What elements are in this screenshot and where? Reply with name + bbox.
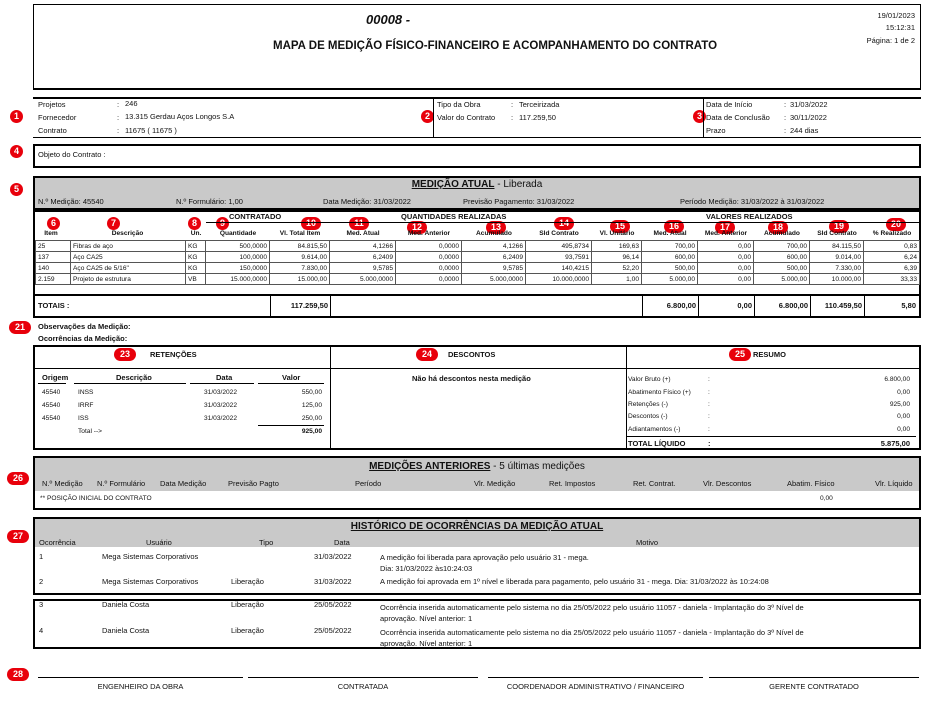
resumo-value: 925,00 xyxy=(889,401,910,408)
col-qtd-med-anterior: Med. Anterior xyxy=(407,230,451,237)
hist-row-tipo: Liberação xyxy=(231,577,264,586)
cell-pct-realizado: 6,24 xyxy=(864,252,920,263)
contrato-value: 11675 ( 11675 ) xyxy=(125,126,177,135)
divider xyxy=(330,294,331,318)
cell-val-acumulado: 5.000,00 xyxy=(754,274,810,285)
data-inicio-value: 31/03/2022 xyxy=(790,100,828,109)
data-inicio-label: Data de Início xyxy=(706,100,753,109)
marker-18: 18 xyxy=(768,221,788,234)
divider xyxy=(33,368,921,369)
marker-6: 6 xyxy=(47,217,60,230)
divider xyxy=(810,294,811,318)
hist-row-motivo-cont: aprovação. Nível anterior: 1 xyxy=(380,614,473,623)
anteriores-heading xyxy=(33,461,921,472)
cell-quantidade: 500,0000 xyxy=(206,241,270,252)
ret-col-data: Data xyxy=(216,373,233,382)
marker-2: 2 xyxy=(421,110,434,123)
observacoes-label: Observações da Medição: xyxy=(38,322,131,331)
hist-row-tipo: Liberação xyxy=(231,626,264,635)
cell-un: KG xyxy=(186,252,206,263)
cell-vl-unitario: 96,14 xyxy=(592,252,642,263)
projetos-label: Projetos xyxy=(38,100,66,109)
ret-row-origem: 45540 xyxy=(42,389,61,396)
marker-26: 26 xyxy=(7,472,29,485)
marker-8: 8 xyxy=(188,217,201,230)
hist-row-motivo-cont: Dia: 31/03/2022 às10:24:03 xyxy=(380,564,473,573)
retencoes-title: RETENÇÕES xyxy=(150,350,197,359)
cell-descricao: Aço CA25 de 5/16" xyxy=(71,263,186,274)
marker-20: 20 xyxy=(886,218,906,231)
cell-val-med-atual: 700,00 xyxy=(642,241,698,252)
tipo-obra-label: Tipo da Obra xyxy=(437,100,481,109)
divider xyxy=(626,436,916,437)
historico-title: HISTÓRICO DE OCORRÊNCIAS DA MEDIÇÃO ATUAL xyxy=(350,521,604,532)
cell-qtd-med-atual: 5.000,0000 xyxy=(330,274,396,285)
cell-qtd-med-atual: 6,2409 xyxy=(330,252,396,263)
cell-val-sld-contrato: 10.000,00 xyxy=(810,274,864,285)
hist-row-motivo-cont: aprovação. Nível anterior: 1 xyxy=(380,639,473,648)
col-vl-unitario: Vl. Unitário xyxy=(599,230,635,237)
projetos-value: 246 xyxy=(125,99,138,108)
marker-5: 5 xyxy=(10,183,23,196)
cell-qtd-sld-contrato: 140,4215 xyxy=(526,263,592,274)
cell-val-med-anterior: 0,00 xyxy=(698,241,754,252)
total-liquido-value: 5.875,00 xyxy=(880,439,910,448)
cell-qtd-acumulado: 9,5785 xyxy=(462,263,526,274)
marker-16: 16 xyxy=(664,220,684,233)
cell-qtd-sld-contrato: 495,8734 xyxy=(526,241,592,252)
cell-pct-realizado: 6,39 xyxy=(864,263,920,274)
col-val-med-anterior: Med. Anterior xyxy=(704,230,748,237)
cell-item: 2.159 xyxy=(36,274,71,285)
hist-col-data: Data xyxy=(334,538,350,547)
ant-col-data: Data Medição xyxy=(160,479,207,488)
group-valores: VALORES REALIZADOS xyxy=(706,212,793,221)
divider xyxy=(258,383,324,384)
marker-12: 12 xyxy=(407,221,427,234)
cell-vl-unitario: 52,20 xyxy=(592,263,642,274)
cell-qtd-med-atual: 4,1266 xyxy=(330,241,396,252)
divider xyxy=(190,383,254,384)
signature-contratada: CONTRATADA xyxy=(337,682,389,691)
cell-qtd-sld-contrato: 93,7591 xyxy=(526,252,592,263)
resumo-value: 0,00 xyxy=(897,389,910,396)
page-indicator: Página: 1 de 2 xyxy=(866,36,915,45)
anteriores-title: MEDIÇÕES ANTERIORES xyxy=(369,461,491,472)
divider xyxy=(33,97,921,99)
cell-qtd-med-anterior: 0,0000 xyxy=(396,252,462,263)
col-qtd-sld-contrato: Sld Contrato xyxy=(539,230,579,237)
posicao-inicial-label: ** POSIÇÃO INICIAL DO CONTRATO xyxy=(40,495,152,502)
cell-val-med-atual: 5.000,00 xyxy=(642,274,698,285)
group-contratado: CONTRATADO xyxy=(229,212,282,221)
periodo-medicao: Período Medição: 31/03/2022 à 31/03/2022 xyxy=(680,197,825,206)
cell-pct-realizado: 33,33 xyxy=(864,274,920,285)
resumo-colon: : xyxy=(708,376,710,383)
posicao-inicial-value: 0,00 xyxy=(820,495,833,502)
col-item: Item xyxy=(44,230,58,237)
ant-col-ret-impostos: Ret. Impostos xyxy=(549,479,596,488)
hist-col-usuario: Usuário xyxy=(146,538,172,547)
divider xyxy=(433,97,434,137)
totais-label: TOTAIS : xyxy=(38,301,70,310)
total-liquido-colon: : xyxy=(708,439,711,448)
report-title: MAPA DE MEDIÇÃO FÍSICO-FINANCEIRO E ACOMPANHAMENTO DO CONTRATO xyxy=(272,40,718,52)
col-qtd-med-atual: Med. Atual xyxy=(346,230,380,237)
ret-row-descricao: IRRF xyxy=(78,402,94,409)
marker-3: 3 xyxy=(693,110,706,123)
ant-col-abatim: Abatim. Físico xyxy=(787,479,835,488)
total-liquido-label: TOTAL LÍQUIDO xyxy=(628,439,686,448)
marker-13: 13 xyxy=(486,221,506,234)
divider xyxy=(330,345,331,450)
totais-acumulado: 6.800,00 xyxy=(778,301,808,310)
hist-row-usuario: Mega Sistemas Corporativos xyxy=(102,577,199,586)
data-conclusao-label: Data de Conclusão xyxy=(706,113,770,122)
descontos-title: DESCONTOS xyxy=(448,350,496,359)
hist-row-ocorrencia: 1 xyxy=(39,552,44,561)
col-val-sld-contrato: Sld Contrato xyxy=(817,230,857,237)
table-row xyxy=(36,274,920,285)
divider xyxy=(258,425,324,426)
cell-qtd-med-anterior: 0,0000 xyxy=(396,241,462,252)
ant-col-vlr-liquido: Vlr. Líquido xyxy=(875,479,913,488)
cell-val-sld-contrato: 84.115,50 xyxy=(810,241,864,252)
cell-val-sld-contrato: 9.014,00 xyxy=(810,252,864,263)
anteriores-subtitle: - 5 últimas medições xyxy=(490,461,585,472)
medicao-status: - Liberada xyxy=(494,179,543,190)
descontos-empty-message: Não há descontos nesta medição xyxy=(412,374,531,383)
data-conclusao-colon: : xyxy=(784,113,787,122)
ant-col-vlr-descontos: Vlr. Descontos xyxy=(703,479,752,488)
hist-row-data: 31/03/2022 xyxy=(314,552,352,561)
data-conclusao-value: 30/11/2022 xyxy=(790,113,827,122)
hist-col-tipo: Tipo xyxy=(259,538,274,547)
marker-4: 4 xyxy=(10,145,23,158)
data-inicio-colon: : xyxy=(784,100,787,109)
marker-1: 1 xyxy=(10,110,23,123)
num-formulario: N.º Formulário: 1,00 xyxy=(176,197,243,206)
data-medicao: Data Medição: 31/03/2022 xyxy=(323,197,411,206)
hist-row-motivo: A medição foi aprovada em 1º nível e liberada para pagamento, pelo usuário 31 - mega. Dia: 31/03/2022 às 10:24:08 xyxy=(380,577,769,586)
divider xyxy=(864,294,865,318)
resumo-value: 6.800,00 xyxy=(884,376,910,383)
ret-col-descricao: Descrição xyxy=(116,373,152,382)
ret-row-data: 31/03/2022 xyxy=(204,389,238,396)
hist-row-ocorrencia: 4 xyxy=(39,626,44,635)
divider xyxy=(33,137,921,138)
marker-17: 17 xyxy=(715,221,735,234)
objeto-contrato-label: Objeto do Contrato : xyxy=(38,150,106,159)
cell-qtd-acumulado: 6,2409 xyxy=(462,252,526,263)
divider xyxy=(33,294,921,296)
marker-24: 24 xyxy=(416,348,438,361)
prazo-value: 244 dias xyxy=(790,126,819,135)
hist-row-ocorrencia: 3 xyxy=(39,600,44,609)
hist-row-usuario: Daniela Costa xyxy=(102,600,150,609)
contrato-label: Contrato xyxy=(38,126,67,135)
num-medicao: N.º Medição: 45540 xyxy=(38,197,104,206)
marker-19: 19 xyxy=(829,220,849,233)
hist-row-usuario: Daniela Costa xyxy=(102,626,150,635)
cell-val-sld-contrato: 7.330,00 xyxy=(810,263,864,274)
cell-val-acumulado: 700,00 xyxy=(754,241,810,252)
marker-25: 25 xyxy=(729,348,751,361)
totais-pct: 5,80 xyxy=(901,301,916,310)
col-un: Un. xyxy=(190,230,202,237)
ocorrencias-label: Ocorrências da Medição: xyxy=(38,334,128,343)
marker-9: 9 xyxy=(216,217,229,230)
cell-vl-total-item: 15.000,00 xyxy=(270,274,330,285)
cell-quantidade: 15.000,0000 xyxy=(206,274,270,285)
divider xyxy=(74,383,186,384)
contrato-colon: : xyxy=(117,126,120,135)
resumo-label: Valor Bruto (+) xyxy=(628,376,671,383)
prazo-label: Prazo xyxy=(706,126,726,135)
prazo-colon: : xyxy=(784,126,787,135)
col-val-med-atual: Med. Atual xyxy=(653,230,687,237)
col-pct-realizado: % Realizado xyxy=(872,230,912,237)
group-quantidades: QUANTIDADES REALIZADAS xyxy=(401,212,507,221)
cell-un: KG xyxy=(186,263,206,274)
ant-col-ret-contrat: Ret. Contrat. xyxy=(633,479,676,488)
medicao-items-table xyxy=(35,240,920,285)
signature-gerente: GERENTE CONTRATADO xyxy=(769,682,859,691)
col-descricao: Descrição xyxy=(111,230,144,237)
tipo-obra-colon: : xyxy=(511,100,514,109)
divider xyxy=(626,345,627,450)
cell-item: 25 xyxy=(36,241,71,252)
cell-val-med-atual: 600,00 xyxy=(642,252,698,263)
table-row xyxy=(36,263,920,274)
hist-row-tipo: Liberação xyxy=(231,600,264,609)
cell-qtd-acumulado: 5.000,0000 xyxy=(462,274,526,285)
divider xyxy=(698,294,699,318)
marker-10: 10 xyxy=(301,217,321,230)
fornecedor-value: 13.315 Gerdau Aços Longos S.A xyxy=(125,112,235,121)
cell-val-med-anterior: 0,00 xyxy=(698,274,754,285)
document-number: 00008 - xyxy=(366,12,411,27)
totais-med-anterior: 0,00 xyxy=(737,301,752,310)
ant-col-periodo: Período xyxy=(355,479,382,488)
resumo-label: Retenções (-) xyxy=(628,401,668,408)
ant-col-formulario: N.º Formulário xyxy=(97,479,146,488)
cell-vl-unitario: 169,63 xyxy=(592,241,642,252)
ret-row-valor: 550,00 xyxy=(301,389,322,396)
hist-row-motivo: Ocorrência inserida automaticamente pelo sistema no dia 25/05/2022 pelo usuário 11057 - daniela - Implantação do 3º Nível de xyxy=(380,603,804,612)
resumo-colon: : xyxy=(708,389,710,396)
divider xyxy=(206,222,330,223)
ret-row-data: 31/03/2022 xyxy=(204,415,238,422)
objeto-contrato-box xyxy=(33,144,921,168)
resumo-title: RESUMO xyxy=(753,350,786,359)
previsao-pagamento: Previsão Pagamento: 31/03/2022 xyxy=(463,197,575,206)
cell-val-med-atual: 500,00 xyxy=(642,263,698,274)
cell-vl-total-item: 84.815,50 xyxy=(270,241,330,252)
divider xyxy=(642,294,643,318)
ant-col-vlr-medicao: Vlr. Medição xyxy=(474,479,516,488)
ret-total-label: Total --> xyxy=(78,428,103,435)
ret-col-valor: Valor xyxy=(282,373,301,382)
signature-engenheiro: ENGENHEIRO DA OBRA xyxy=(97,682,184,691)
cell-descricao: Projeto de estrutura xyxy=(71,274,186,285)
col-quantidade: Quantidade xyxy=(219,230,257,237)
medicao-atual-title: MEDIÇÃO ATUAL xyxy=(411,179,495,190)
marker-27: 27 xyxy=(7,530,29,543)
signature-line xyxy=(38,677,243,678)
cell-vl-total-item: 9.614,00 xyxy=(270,252,330,263)
hist-row-data: 31/03/2022 xyxy=(314,577,352,586)
signature-line xyxy=(488,677,703,678)
marker-15: 15 xyxy=(610,220,630,233)
divider xyxy=(703,97,704,137)
fornecedor-colon: : xyxy=(117,113,120,122)
divider xyxy=(754,294,755,318)
cell-pct-realizado: 0,83 xyxy=(864,241,920,252)
ret-col-origem: Origem xyxy=(42,373,69,382)
tipo-obra-value: Terceirizada xyxy=(519,100,560,109)
ret-row-origem: 45540 xyxy=(42,402,61,409)
resumo-colon: : xyxy=(708,413,710,420)
hist-row-motivo: Ocorrência inserida automaticamente pelo sistema no dia 25/05/2022 pelo usuário 11057 - daniela - Implantação do 3º Nível de xyxy=(380,628,804,637)
ret-row-valor: 250,00 xyxy=(301,415,322,422)
cell-qtd-med-atual: 9,5785 xyxy=(330,263,396,274)
signature-coordenador: COORDENADOR ADMINISTRATIVO / FINANCEIRO xyxy=(506,682,685,691)
cell-item: 140 xyxy=(36,263,71,274)
ant-col-medicao: N.º Medição xyxy=(42,479,83,488)
cell-qtd-sld-contrato: 10.000,0000 xyxy=(526,274,592,285)
col-qtd-acumulado: Acumulado xyxy=(476,230,512,237)
hist-col-motivo: Motivo xyxy=(636,538,659,547)
resumo-value: 0,00 xyxy=(897,413,910,420)
cell-item: 137 xyxy=(36,252,71,263)
print-date: 19/01/2023 xyxy=(877,11,915,20)
resumo-label: Abatimento Físico (+) xyxy=(628,389,691,396)
cell-val-med-anterior: 0,00 xyxy=(698,252,754,263)
marker-7: 7 xyxy=(107,217,120,230)
divider xyxy=(330,222,592,223)
signature-line xyxy=(248,677,478,678)
cell-descricao: Aço CA25 xyxy=(71,252,186,263)
hist-row-data: 25/05/2022 xyxy=(314,626,352,635)
projetos-colon: : xyxy=(117,100,120,109)
cell-vl-unitario: 1,00 xyxy=(592,274,642,285)
hist-row-motivo: A medição foi liberada para aprovação pelo usuário 31 - mega. xyxy=(380,553,589,562)
signature-line xyxy=(709,677,919,678)
fornecedor-label: Fornecedor xyxy=(38,113,77,122)
ret-row-origem: 45540 xyxy=(42,415,61,422)
cell-quantidade: 150,0000 xyxy=(206,263,270,274)
hist-row-usuario: Mega Sistemas Corporativos xyxy=(102,552,199,561)
resumo-colon: : xyxy=(708,426,710,433)
valor-contrato-label: Valor do Contrato xyxy=(437,113,496,122)
marker-21: 21 xyxy=(9,321,31,334)
ret-total-value: 925,00 xyxy=(301,428,322,435)
cell-vl-total-item: 7.830,00 xyxy=(270,263,330,274)
cell-descricao: Fibras de aço xyxy=(71,241,186,252)
cell-val-acumulado: 600,00 xyxy=(754,252,810,263)
valor-contrato-colon: : xyxy=(511,113,514,122)
divider xyxy=(592,222,920,223)
ret-row-valor: 125,00 xyxy=(301,402,322,409)
cell-qtd-acumulado: 4,1266 xyxy=(462,241,526,252)
ret-row-data: 31/03/2022 xyxy=(204,402,238,409)
resumo-label: Adiantamentos (-) xyxy=(628,426,681,433)
marker-23: 23 xyxy=(114,348,136,361)
ret-row-descricao: ISS xyxy=(78,415,89,422)
totais-vl-total-item: 117.259,50 xyxy=(290,301,328,310)
hist-row-data: 25/05/2022 xyxy=(314,600,352,609)
cell-val-med-anterior: 0,00 xyxy=(698,263,754,274)
medicao-atual-heading xyxy=(33,179,921,190)
hist-row-ocorrencia: 2 xyxy=(39,577,44,586)
resumo-label: Descontos (-) xyxy=(628,413,668,420)
table-row xyxy=(36,241,920,252)
cell-un: VB xyxy=(186,274,206,285)
cell-quantidade: 100,0000 xyxy=(206,252,270,263)
ret-row-descricao: INSS xyxy=(78,389,94,396)
table-row xyxy=(36,252,920,263)
cell-un: KG xyxy=(186,241,206,252)
print-time: 15:12:31 xyxy=(885,23,915,32)
retencoes-descontos-resumo-box xyxy=(33,345,921,450)
cell-val-acumulado: 500,00 xyxy=(754,263,810,274)
resumo-colon: : xyxy=(708,401,710,408)
ant-col-previsao: Previsão Pagto xyxy=(228,479,279,488)
divider xyxy=(38,383,66,384)
col-vl-total-item: Vl. Total Item xyxy=(279,230,321,237)
cell-qtd-med-anterior: 0,0000 xyxy=(396,263,462,274)
marker-11: 11 xyxy=(349,217,369,230)
col-val-acumulado: Acumulado xyxy=(764,230,800,237)
valor-contrato-value: 117.259,50 xyxy=(519,113,556,122)
totais-sld-contrato: 110.459,50 xyxy=(824,301,862,310)
marker-14: 14 xyxy=(554,217,574,230)
hist-col-ocorrencia: Ocorrência xyxy=(39,538,76,547)
resumo-value: 0,00 xyxy=(897,426,910,433)
totais-med-atual: 6.800,00 xyxy=(666,301,696,310)
marker-28: 28 xyxy=(7,668,29,681)
cell-qtd-med-anterior: 0,0000 xyxy=(396,274,462,285)
divider xyxy=(270,294,271,318)
